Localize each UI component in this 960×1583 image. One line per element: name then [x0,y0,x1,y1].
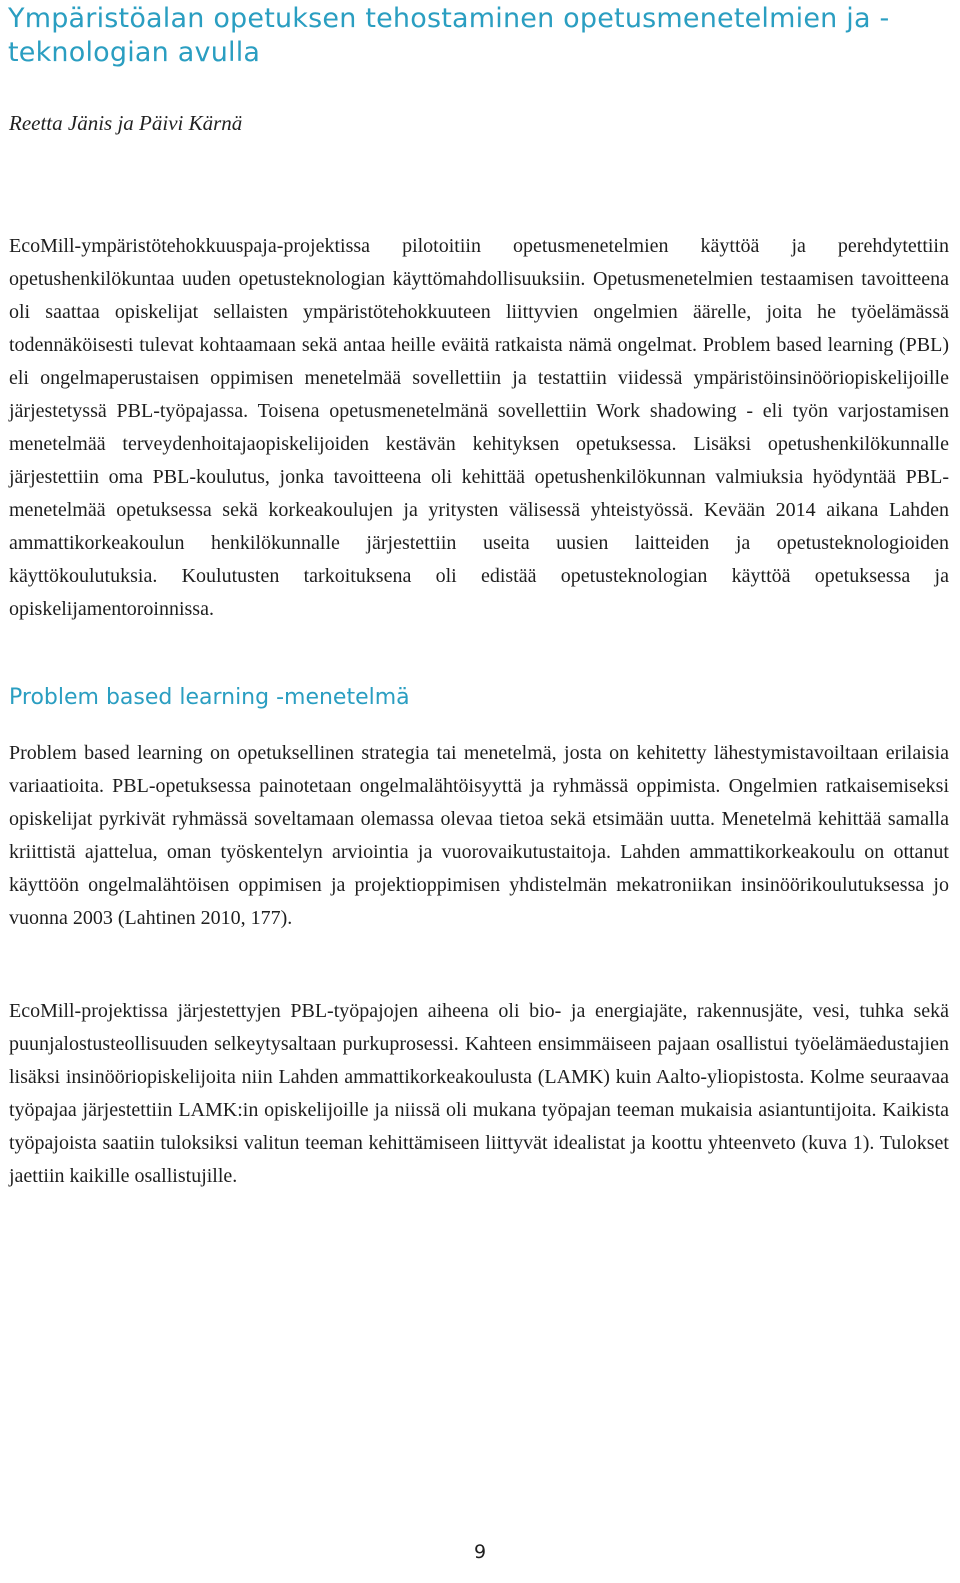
section-paragraph: EcoMill-projektissa järjestettyjen PBL-työpajojen aiheena oli bio- ja energiajäte, rakennusjäte, vesi, tuhka sekä puunjalostusteollisuuden selkeytysaltaan purkuprosessi. Kahteen ensimmäiseen pajaan osallistui työelämäedustajien lisäksi insinööriopiskelijoita niin Lahden ammattikorkeakoulusta (LAMK) kuin Aalto-yliopistosta. Kolme seuraavaa työpajaa järjestettiin LAMK:in opiskelijoille ja niissä oli mukana työpajan teeman mukaisia asiantuntijoita. Kaikista työpajoista saatiin tuloksiksi valitun teeman kehittämiseen liittyvät idealistat ja koottu yhteenveto (kuva 1). Tulokset jaettiin kaikille osallistujille. [9,1000,949,1187]
page-number: 9 [473,1541,487,1563]
section-heading: Problem based learning -menetelmä [9,685,410,710]
section-paragraph: Problem based learning on opetuksellinen strategia tai menetelmä, josta on kehitetty lähestymistavoiltaan erilaisia variaatioita. PBL-opetuksessa painotetaan ongelmalähtöisyyttä ja ryhmässä oppimista. Ongelmien ratkaisemiseksi opiskelijat pyrkivät ryhmässä soveltamaan olemassa olevaa tietoa sekä etsimään uutta. Menetelmä kehittää samalla kriittistä ajattelua, oman työskentelyn arviointia ja vuorovaikutustaitoja. Lahden ammattikorkeakoulu on ottanut käyttöön ongelmalähtöisen oppimisen ja projektioppimisen yhdistelmän mekatroniikan insinöörikoulutuksessa jo vuonna 2003 (Lahtinen 2010, 177). [9,742,949,929]
intro-paragraph: EcoMill-ympäristötehokkuuspaja-projektissa pilotoitiin opetusmenetelmien käyttöä ja perehdytettiin opetushenkilökuntaa uuden opetusteknologian käyttömahdollisuuksiin. Opetusmenetelmien testaamisen tavoitteena oli saattaa opiskelijat sellaisten ympäristötehokkuuteen liittyvien ongelmien äärelle, joita he työelämässä todennäköisesti tulevat kohtaamaan sekä antaa heille eväitä ratkaista nämä ongelmat. Problem based learning (PBL) eli ongelmaperustaisen oppimisen menetelmää sovellettiin ja testattiin viidessä ympäristöinsinööriopiskelijoille järjestetyssä PBL-työpajassa. Toisena opetusmenetelmänä sovellettiin Work shadowing - eli työn varjostamisen menetelmää terveydenhoitajaopiskelijoiden kestävän kehityksen opetuksessa. Lisäksi opetushenkilökunnalle järjestettiin oma PBL-koulutus, jonka tavoitteena oli kehittää opetushenkilökunnan valmiuksia hyödyntää PBL-menetelmää opetuksessa sekä korkeakoulujen ja yritysten välisessä yhteistyössä. Kevään 2014 aikana Lahden ammattikorkeakoulun henkilökunnalle järjestettiin useita uusien laitteiden ja opetusteknologioiden käyttökoulutuksia. Koulutusten tarkoituksena oli edistää opetusteknologian käyttöä opetuksessa ja opiskelijamentoroinnissa. [9,235,949,620]
page-title: Ympäristöalan opetuksen tehostaminen opetusmenetelmien ja -teknologian avulla [8,3,890,68]
authors: Reetta Jänis ja Päivi Kärnä [9,111,243,135]
